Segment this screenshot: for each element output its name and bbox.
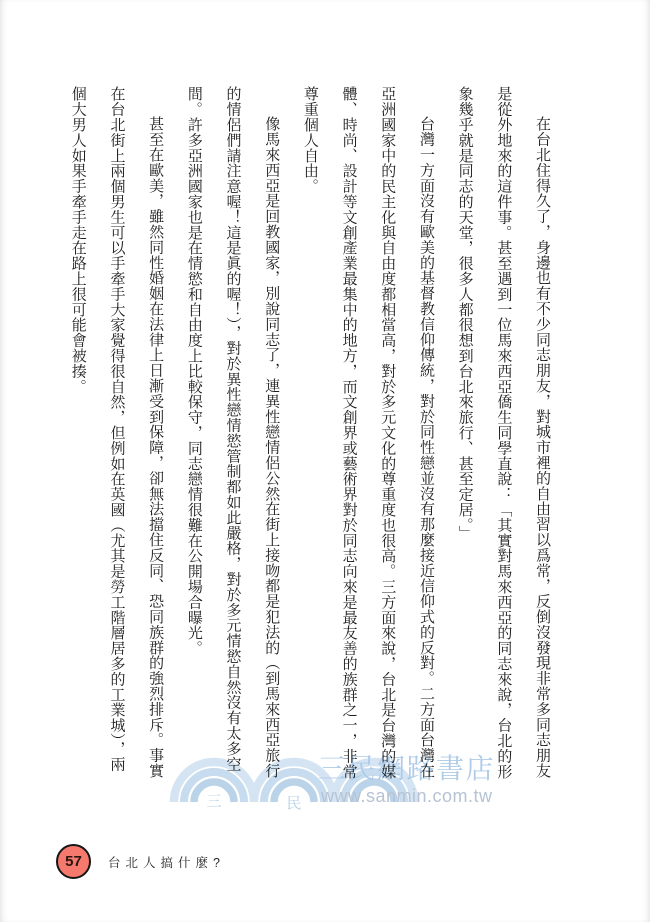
paragraph-2: 台灣一方面沒有歐美的基督教信仰傳統，對於同性戀並沒有那麼接近信仰式的反對。二方面台灣在亞洲國家中的民主化與自由度都相當高，對於多元文化的尊重度也很高。三方面來說，台北是台灣的媒體、時尚、設計等文創產業最集中的地方，而文創界或藝術界對於同志向來是最友善的族群之一，非常尊重個人自由。 bbox=[301, 86, 436, 779]
paragraph-3: 像馬來西亞是回教國家，別說同志了，連異性戀情侶公然在街上接吻都是犯法的（到馬來西亞旅行的情侶們請注意喔！這是眞的喔！），對於異性戀情慾管制都如此嚴格，對於多元情慾自然沒有太多空間。許多亞洲國家也是在情慾和自由度上比較保守，同志戀情很難在公開場合曝光。 bbox=[185, 86, 282, 779]
paragraph-1: 在台北住得久了，身邊也有不少同志朋友，對城市裡的自由習以爲常，反倒沒發現非常多同志朋友是從外地來的這件事。甚至遇到一位馬來西亞僑生同學直說：「其實對馬來西亞的同志來說，台北的形象幾乎就是同志的天堂，很多人都很想到台北來旅行、甚至定居。」 bbox=[456, 86, 552, 779]
book-title: 台北人搞什麼? bbox=[108, 855, 225, 870]
watermark-url: www.sanmin.com.tw bbox=[321, 786, 493, 806]
watermark-store-name: 三民網路書店 bbox=[318, 752, 496, 785]
body-text bbox=[59, 86, 562, 782]
paragraph-4: 甚至在歐美，雖然同性婚姻在法律上日漸受到保障，卻無法擋住反同、恐同族群的強烈排斥。事實在台北街上兩個男生可以手牽手大家覺得很自然，但例如在英國（尤其是勞工階層居多的工業城），兩個大男人如果手牽手走在路上很可能會被揍。 bbox=[69, 86, 166, 779]
logo-char-min: 民 bbox=[286, 794, 302, 812]
logo-char-san: 三 bbox=[206, 792, 222, 810]
page-number-badge: 57 bbox=[56, 844, 91, 879]
page-footer bbox=[56, 844, 225, 879]
